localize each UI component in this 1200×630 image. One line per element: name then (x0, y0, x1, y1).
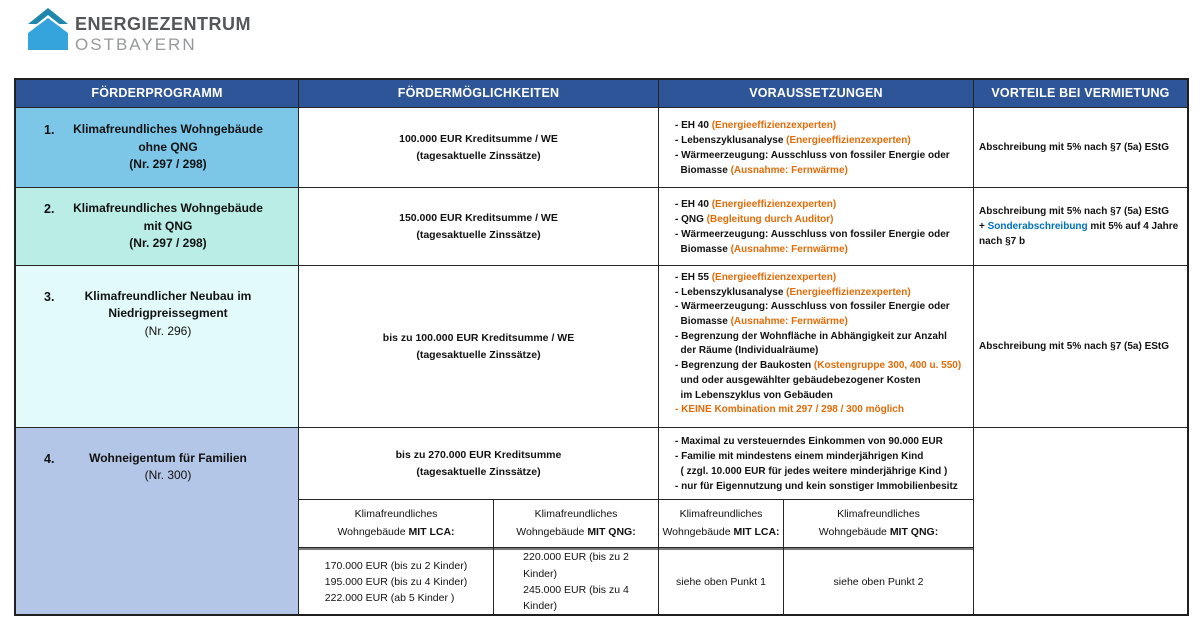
row4-program-cell (16, 428, 298, 614)
logo-name: ENERGIEZENTRUM (75, 14, 252, 34)
funding-lca-amounts: 170.000 EUR (bis zu 2 Kinder) 195.000 EUR (bis zu 4 Kinder) 222.000 EUR (ab 5 Kinder ) (324, 559, 468, 605)
row4-funding-cell: bis zu 270.000 EUR Kreditsumme (tagesaktuelle Zinssätze) (299, 428, 658, 499)
row4-subheader-requirements-lca: Klimafreundliches Wohngebäude MIT LCA: (659, 500, 783, 547)
header-vorteile-bei-vermietung: VORTEILE BEI VERMIETUNG (974, 80, 1187, 107)
logo-region: OSTBAYERN (75, 34, 197, 54)
header-voraussetzungen: VORAUSSETZUNGEN (659, 80, 973, 107)
row3-requirements-cell: - EH 55 (Energieeffizienzexperten) - Lebenszyklusanalyse (Energieeffizienzexperten) - Wärmeerzeugung: Ausschluss von fossiler Energie oder Biomasse (Ausnahme: Fernwärme) - Begrenzung der Wohnfläche in Abhängigkeit zur Anzahl der Räume (Individualräume) - Begrenzung der Baukosten (Kostengruppe 300, 400 u. 550) und oder ausgewählter gebäudebezogener Kosten im Lebenszyklus von Gebäuden - KEINE Kombination mit 297 / 298 / 300 möglich (659, 266, 973, 427)
row3-number: 3. (44, 290, 55, 304)
row1-number: 1. (44, 123, 55, 138)
row2-funding-cell: 150.000 EUR Kreditsumme / WE (tagesaktuelle Zinssätze) (299, 188, 658, 265)
row4-requirements-cell: - Maximal zu versteuerndes Einkommen von 90.000 EUR - Familie mit mindestens einem minderjährigen Kind ( zzgl. 10.000 EUR für jedes weitere minderjährige Kind ) - nur für Eigennutzung und kein sonstiger Immobilienbesitz (659, 428, 973, 499)
header-foerderprogramm: FÖRDERPROGRAMM (16, 80, 298, 107)
row4-subvalue-funding-qng (494, 548, 658, 614)
row1-funding-cell: 100.000 EUR Kreditsumme / WE (tagesaktuelle Zinssätze) (299, 108, 658, 187)
row3-title: Klimafreundlicher Neubau im Niedrigpreissegment (Nr. 296) (84, 289, 252, 338)
row1-program-cell (16, 108, 298, 187)
header-foerdermoeglichkeiten: FÖRDERMÖGLICHKEITEN (299, 80, 658, 107)
row2-benefits-cell: Abschreibung mit 5% nach §7 (5a) EStG + Sonderabschreibung mit 5% auf 4 Jahre nach §7 b (974, 188, 1187, 265)
row4-number: 4. (44, 452, 55, 466)
row4-subheader-requirements-qng: Klimafreundliches Wohngebäude MIT QNG: (784, 500, 973, 547)
logo (28, 8, 251, 54)
row3-funding-cell: bis zu 100.000 EUR Kreditsumme / WE (tagesaktuelle Zinssätze) (299, 266, 658, 427)
row1-benefits-cell: Abschreibung mit 5% nach §7 (5a) EStG (974, 108, 1187, 187)
house-icon (28, 8, 68, 50)
logo-text (75, 8, 251, 54)
row1-requirements-cell: - EH 40 (Energieeffizienzexperten) - Lebenszyklusanalyse (Energieeffizienzexperten) - Wärmeerzeugung: Ausschluss von fossiler Energie oder Biomasse (Ausnahme: Fernwärme) (659, 108, 973, 187)
funding-table (14, 78, 1189, 616)
row4-benefits-cell (974, 428, 1187, 614)
row3-benefits-cell: Abschreibung mit 5% nach §7 (5a) EStG (974, 266, 1187, 427)
row3-program-cell (16, 266, 298, 427)
row4-subvalue-requirements-qng: siehe oben Punkt 2 (784, 548, 973, 614)
row2-number: 2. (44, 202, 55, 217)
row4-subheader-funding-lca: Klimafreundliches Wohngebäude MIT LCA: (299, 500, 493, 547)
row4-title: Wohneigentum für Familien (Nr. 300) (89, 451, 247, 483)
row4-subvalue-funding-lca (299, 548, 493, 614)
row2-requirements-cell: - EH 40 (Energieeffizienzexperten) - QNG (Begleitung durch Auditor) - Wärmeerzeugung: Ausschluss von fossiler Energie oder Biomasse (Ausnahme: Fernwärme) (659, 188, 973, 265)
funding-qng-amounts: 220.000 EUR (bis zu 2 Kinder) 245.000 EUR (bis zu 4 Kinder) (523, 551, 629, 613)
row1-title: Klimafreundliches Wohngebäude ohne QNG (Nr. 297 / 298) (73, 122, 263, 172)
row2-title: Klimafreundliches Wohngebäude mit QNG (Nr. 297 / 298) (73, 201, 263, 251)
row2-program-cell (16, 188, 298, 265)
row4-subvalue-requirements-lca: siehe oben Punkt 1 (659, 548, 783, 614)
row4-subheader-funding-qng: Klimafreundliches Wohngebäude MIT QNG: (494, 500, 658, 547)
